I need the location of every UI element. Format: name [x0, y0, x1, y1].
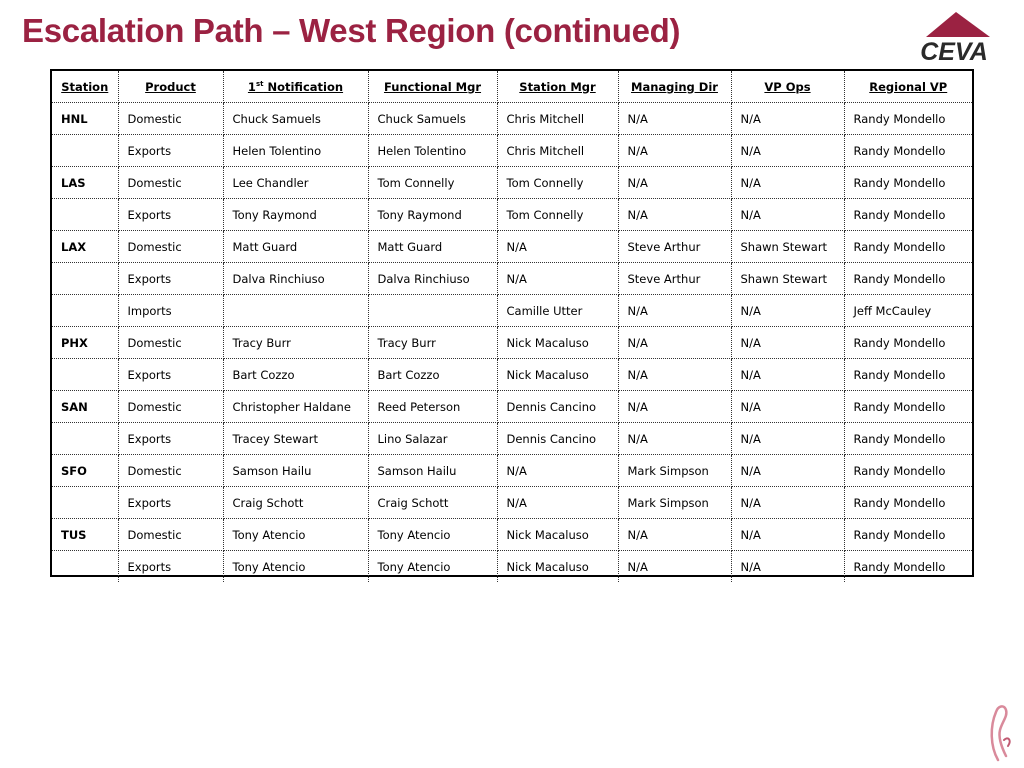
- cell-vp-ops: N/A: [731, 295, 844, 327]
- table-row: [52, 103, 972, 135]
- cell-vp-ops: N/A: [731, 135, 844, 167]
- escalation-table: [52, 71, 972, 582]
- cell-station-mgr: Nick Macaluso: [497, 551, 618, 583]
- cell-managing-dir: N/A: [618, 519, 731, 551]
- header-row: [52, 71, 972, 103]
- table-row: [52, 455, 972, 487]
- decorative-mark: [984, 700, 1018, 764]
- cell-functional-mgr: Tony Atencio: [368, 551, 497, 583]
- cell-station-mgr: Chris Mitchell: [497, 103, 618, 135]
- table-row: [52, 359, 972, 391]
- column-header-regional-vp: Regional VP: [844, 71, 972, 103]
- cell-vp-ops: N/A: [731, 103, 844, 135]
- cell-station-mgr: N/A: [497, 455, 618, 487]
- cell-managing-dir: N/A: [618, 167, 731, 199]
- cell-station: [52, 423, 118, 455]
- cell-station-mgr: Dennis Cancino: [497, 423, 618, 455]
- cell-managing-dir: N/A: [618, 103, 731, 135]
- cell-first-notification: Matt Guard: [223, 231, 368, 263]
- cell-station: [52, 263, 118, 295]
- cell-first-notification: Dalva Rinchiuso: [223, 263, 368, 295]
- cell-first-notification: Samson Hailu: [223, 455, 368, 487]
- cell-regional-vp: Randy Mondello: [844, 199, 972, 231]
- cell-regional-vp: Randy Mondello: [844, 135, 972, 167]
- cell-station-mgr: N/A: [497, 487, 618, 519]
- cell-functional-mgr: Tom Connelly: [368, 167, 497, 199]
- cell-product: Exports: [118, 359, 223, 391]
- first-notification-rest: Notification: [263, 79, 344, 94]
- table-row: [52, 391, 972, 423]
- cell-managing-dir: N/A: [618, 359, 731, 391]
- cell-managing-dir: N/A: [618, 423, 731, 455]
- table-row: [52, 327, 972, 359]
- table-row: [52, 423, 972, 455]
- cell-functional-mgr: Craig Schott: [368, 487, 497, 519]
- cell-vp-ops: N/A: [731, 199, 844, 231]
- cell-managing-dir: N/A: [618, 391, 731, 423]
- cell-product: Domestic: [118, 391, 223, 423]
- cell-vp-ops: N/A: [731, 519, 844, 551]
- cell-functional-mgr: Reed Peterson: [368, 391, 497, 423]
- cell-functional-mgr: Dalva Rinchiuso: [368, 263, 497, 295]
- table-row: [52, 519, 972, 551]
- table-row: [52, 135, 972, 167]
- cell-functional-mgr: Chuck Samuels: [368, 103, 497, 135]
- cell-product: Exports: [118, 199, 223, 231]
- cell-station-mgr: N/A: [497, 231, 618, 263]
- cell-regional-vp: Randy Mondello: [844, 455, 972, 487]
- cell-vp-ops: N/A: [731, 487, 844, 519]
- cell-station: [52, 359, 118, 391]
- cell-managing-dir: N/A: [618, 199, 731, 231]
- column-header-station: Station: [52, 71, 118, 103]
- table-body: [52, 103, 972, 583]
- ceva-logo: [904, 10, 1004, 66]
- cell-product: Exports: [118, 263, 223, 295]
- cell-product: Domestic: [118, 327, 223, 359]
- cell-managing-dir: Steve Arthur: [618, 231, 731, 263]
- table-row: [52, 263, 972, 295]
- cell-regional-vp: Jeff McCauley: [844, 295, 972, 327]
- cell-functional-mgr: Samson Hailu: [368, 455, 497, 487]
- column-header-functional-mgr: Functional Mgr: [368, 71, 497, 103]
- cell-station-mgr: Nick Macaluso: [497, 519, 618, 551]
- cell-vp-ops: N/A: [731, 551, 844, 583]
- cell-vp-ops: N/A: [731, 359, 844, 391]
- cell-functional-mgr: Bart Cozzo: [368, 359, 497, 391]
- column-header-vp-ops: VP Ops: [731, 71, 844, 103]
- cell-station: SFO: [52, 455, 118, 487]
- column-header-managing-dir: Managing Dir: [618, 71, 731, 103]
- cell-product: Exports: [118, 423, 223, 455]
- cell-first-notification: Christopher Haldane: [223, 391, 368, 423]
- table-row: [52, 295, 972, 327]
- cell-first-notification: Tracy Burr: [223, 327, 368, 359]
- cell-managing-dir: N/A: [618, 327, 731, 359]
- cell-managing-dir: Mark Simpson: [618, 455, 731, 487]
- cell-product: Exports: [118, 551, 223, 583]
- cell-station-mgr: Tom Connelly: [497, 167, 618, 199]
- cell-vp-ops: N/A: [731, 167, 844, 199]
- cell-product: Domestic: [118, 519, 223, 551]
- cell-vp-ops: N/A: [731, 455, 844, 487]
- cell-station: SAN: [52, 391, 118, 423]
- cell-regional-vp: Randy Mondello: [844, 519, 972, 551]
- cell-product: Imports: [118, 295, 223, 327]
- cell-functional-mgr: Tony Atencio: [368, 519, 497, 551]
- cell-station-mgr: Camille Utter: [497, 295, 618, 327]
- cell-managing-dir: N/A: [618, 295, 731, 327]
- cell-regional-vp: Randy Mondello: [844, 487, 972, 519]
- cell-first-notification: Craig Schott: [223, 487, 368, 519]
- cell-product: Domestic: [118, 231, 223, 263]
- cell-functional-mgr: Lino Salazar: [368, 423, 497, 455]
- cell-vp-ops: N/A: [731, 327, 844, 359]
- cell-functional-mgr: Matt Guard: [368, 231, 497, 263]
- table-row: [52, 487, 972, 519]
- cell-regional-vp: Randy Mondello: [844, 103, 972, 135]
- cell-managing-dir: N/A: [618, 551, 731, 583]
- cell-station: [52, 487, 118, 519]
- escalation-table-container: [50, 69, 974, 577]
- cell-functional-mgr: Helen Tolentino: [368, 135, 497, 167]
- cell-station: LAX: [52, 231, 118, 263]
- cell-first-notification: Tony Raymond: [223, 199, 368, 231]
- column-header-first-notification: [223, 71, 368, 103]
- table-row: [52, 167, 972, 199]
- page-title: Escalation Path – West Region (continued): [22, 12, 681, 49]
- first-notification-num: 1: [247, 79, 256, 94]
- cell-station: [52, 135, 118, 167]
- cell-regional-vp: Randy Mondello: [844, 391, 972, 423]
- cell-station-mgr: Tom Connelly: [497, 199, 618, 231]
- cell-vp-ops: N/A: [731, 391, 844, 423]
- table-row: [52, 231, 972, 263]
- cell-station-mgr: Nick Macaluso: [497, 327, 618, 359]
- cell-first-notification: Lee Chandler: [223, 167, 368, 199]
- cell-vp-ops: Shawn Stewart: [731, 263, 844, 295]
- cell-regional-vp: Randy Mondello: [844, 167, 972, 199]
- cell-product: Exports: [118, 487, 223, 519]
- cell-vp-ops: N/A: [731, 423, 844, 455]
- cell-first-notification: Chuck Samuels: [223, 103, 368, 135]
- cell-product: Domestic: [118, 455, 223, 487]
- cell-station: [52, 295, 118, 327]
- cell-product: Domestic: [118, 103, 223, 135]
- cell-regional-vp: Randy Mondello: [844, 231, 972, 263]
- cell-regional-vp: Randy Mondello: [844, 263, 972, 295]
- first-notification-sup: st: [255, 79, 264, 88]
- cell-managing-dir: N/A: [618, 135, 731, 167]
- table-row: [52, 199, 972, 231]
- cell-regional-vp: Randy Mondello: [844, 359, 972, 391]
- cell-first-notification: Bart Cozzo: [223, 359, 368, 391]
- cell-regional-vp: Randy Mondello: [844, 551, 972, 583]
- cell-regional-vp: Randy Mondello: [844, 423, 972, 455]
- table-row: [52, 551, 972, 583]
- cell-first-notification: [223, 295, 368, 327]
- cell-managing-dir: Mark Simpson: [618, 487, 731, 519]
- cell-first-notification: Tracey Stewart: [223, 423, 368, 455]
- cell-first-notification: Helen Tolentino: [223, 135, 368, 167]
- cell-vp-ops: Shawn Stewart: [731, 231, 844, 263]
- cell-station-mgr: Nick Macaluso: [497, 359, 618, 391]
- cell-regional-vp: Randy Mondello: [844, 327, 972, 359]
- cell-station: [52, 199, 118, 231]
- cell-station: HNL: [52, 103, 118, 135]
- cell-station: [52, 551, 118, 583]
- cell-functional-mgr: Tony Raymond: [368, 199, 497, 231]
- cell-station: PHX: [52, 327, 118, 359]
- cell-product: Domestic: [118, 167, 223, 199]
- cell-station-mgr: N/A: [497, 263, 618, 295]
- cell-station: TUS: [52, 519, 118, 551]
- cell-functional-mgr: [368, 295, 497, 327]
- cell-station: LAS: [52, 167, 118, 199]
- cell-managing-dir: Steve Arthur: [618, 263, 731, 295]
- cell-functional-mgr: Tracy Burr: [368, 327, 497, 359]
- column-header-station-mgr: Station Mgr: [497, 71, 618, 103]
- cell-product: Exports: [118, 135, 223, 167]
- logo-text: CEVA: [920, 38, 988, 66]
- cell-station-mgr: Chris Mitchell: [497, 135, 618, 167]
- cell-station-mgr: Dennis Cancino: [497, 391, 618, 423]
- cell-first-notification: Tony Atencio: [223, 551, 368, 583]
- column-header-product: Product: [118, 71, 223, 103]
- cell-first-notification: Tony Atencio: [223, 519, 368, 551]
